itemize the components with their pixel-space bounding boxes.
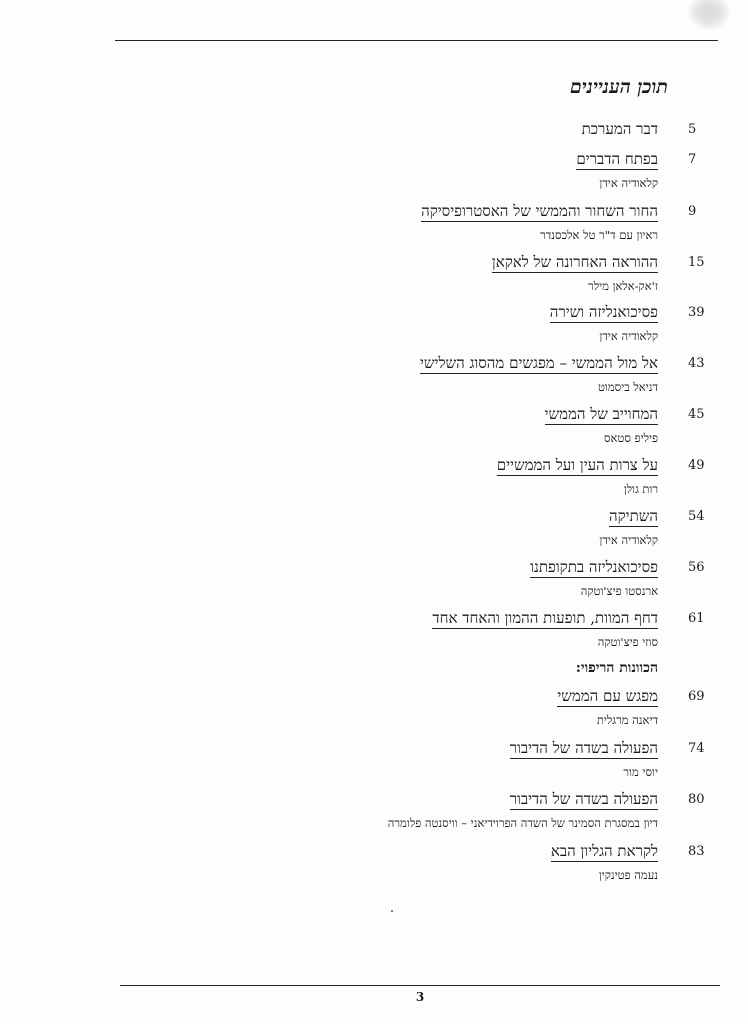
entry-author: נעמה פטינקין — [598, 868, 658, 882]
entry-author: ראיון עם ד"ר טל אלכסנדר — [540, 228, 658, 242]
entry-author: רות גולן — [623, 482, 658, 496]
page-ref: 80 — [688, 792, 705, 807]
entry-title[interactable]: דחף המוות, תופעות ההמון והאחד אחד — [432, 609, 658, 627]
page-ref: 74 — [688, 741, 705, 756]
entry-title[interactable]: הפעולה בשדה של הדיבור — [509, 739, 658, 757]
entry-title[interactable]: הפעולה בשדה של הדיבור — [509, 790, 658, 808]
entry-title[interactable]: החור השחור והממשי של האסטרופיסיקה — [421, 202, 658, 220]
entry-author: קלאודיה אידן — [599, 533, 658, 547]
entry-title[interactable]: פסיכואנליזה בתקופתנו — [530, 558, 658, 576]
entry-title[interactable]: בפתח הדברים — [576, 150, 658, 168]
page-ref: 69 — [688, 689, 705, 704]
entry-title[interactable]: על צרות העין ועל הממשיים — [496, 456, 658, 474]
entry-author: קלאודיה אידן — [599, 329, 658, 343]
bottom-rule — [120, 985, 720, 986]
entry-title[interactable]: אל מול הממשי – מפגשים מהסוג השלישי — [419, 354, 658, 372]
entry-author: ז'אק-אלאן מילר — [588, 279, 658, 293]
page-ref: 49 — [688, 458, 705, 473]
entry-author: קלאודיה אידן — [599, 176, 658, 190]
print-speck — [391, 910, 393, 912]
page-ref: 56 — [688, 560, 705, 575]
entry-author: פיליפ סטאס — [603, 431, 658, 445]
page-number: 3 — [415, 990, 425, 1004]
entry-title[interactable]: השתיקה — [609, 507, 658, 525]
page-ref: 15 — [688, 255, 705, 270]
entry-title[interactable]: מפגש עם הממשי — [557, 687, 658, 705]
page-ref: 7 — [688, 152, 697, 167]
entry-author: ארנסטו פיצ'וטקה — [580, 584, 658, 598]
page-ref: 45 — [688, 407, 705, 422]
entry-author: סוזי פיצ'וטקה — [597, 635, 658, 649]
page-title: תוכן העניינים — [569, 76, 668, 98]
page-ref: 61 — [688, 611, 705, 626]
page-ref: 9 — [688, 204, 697, 219]
paper-stain — [688, 0, 730, 30]
entry-title[interactable]: פסיכואנליזה ושירה — [549, 303, 658, 321]
page-ref: 54 — [688, 509, 705, 524]
page-ref: 5 — [688, 122, 697, 137]
entry-title[interactable]: המחוייב של הממשי — [544, 405, 658, 423]
section-heading: הכוונות הריפוי: — [575, 660, 658, 676]
entry-title[interactable]: לקראת הגליון הבא — [550, 842, 658, 860]
entry-author: יוסי מור — [623, 765, 658, 779]
page-ref: 43 — [688, 356, 705, 371]
top-rule — [115, 40, 718, 41]
entry-author: דיון במסגרת הסמינר של השדה הפרוידיאני – וויסנטה פלומרה — [387, 816, 658, 830]
entry-author: דיאנה מרגלית — [596, 713, 658, 727]
entry-title[interactable]: ההוראה האחרונה של לאקאן — [491, 253, 658, 271]
entry-title[interactable]: דבר המערכת — [581, 120, 658, 138]
page-ref: 39 — [688, 305, 705, 320]
entry-author: דניאל ביסמוט — [597, 380, 658, 394]
page-ref: 83 — [688, 844, 705, 859]
